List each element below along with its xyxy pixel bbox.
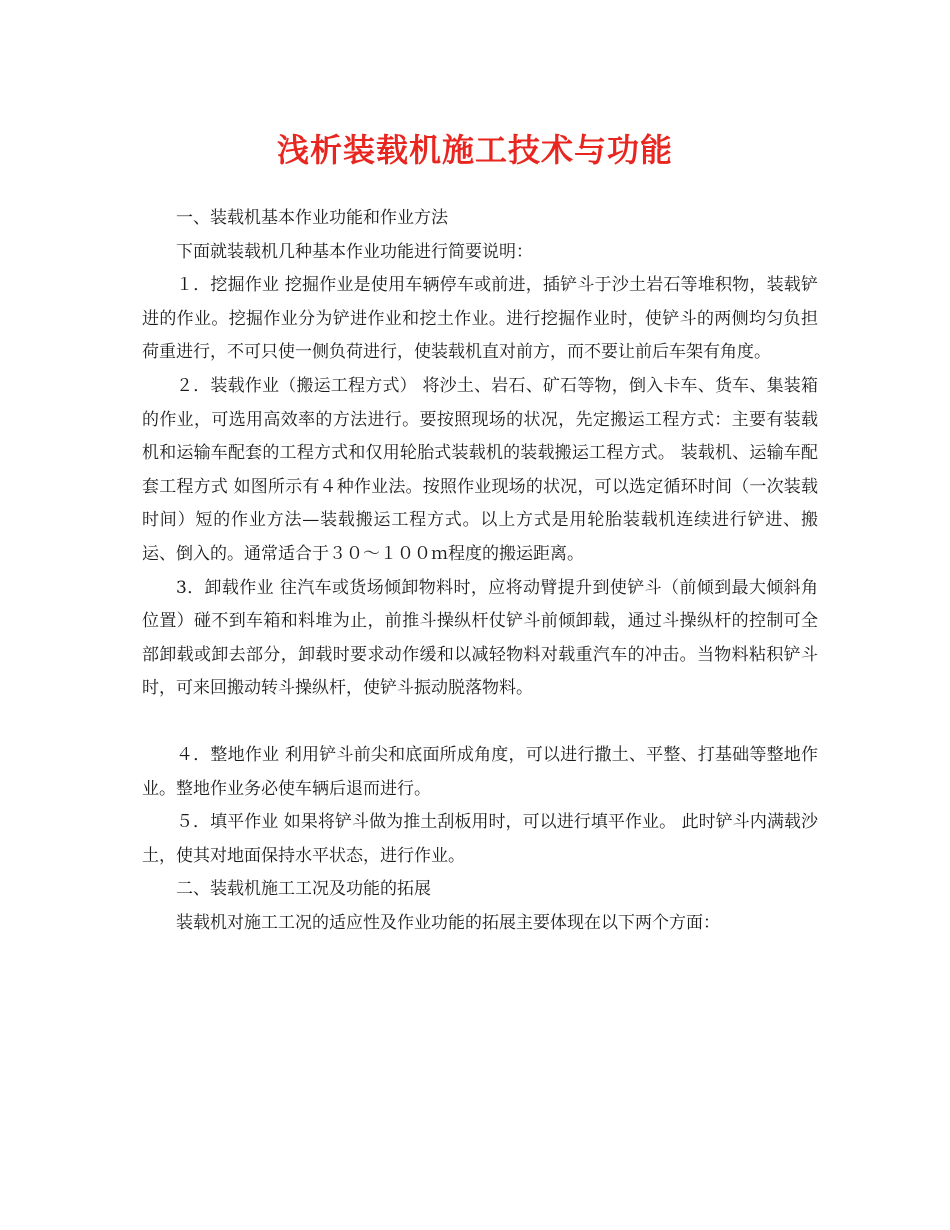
section-heading-2: 二、装载机施工工况及功能的拓展 <box>176 879 431 900</box>
paragraph-filling: ５．填平作业 如果将铲斗做为推土刮板用时，可以进行填平作业。 此时铲斗内满载沙土，使其对地面保持水平状态，进行作业。 <box>142 812 818 866</box>
paragraph-grading: ４．整地作业 利用铲斗前尖和底面所成角度，可以进行撒土、平整、打基础等整地作业。整地作业务必使车辆后退而进行。 <box>142 744 818 799</box>
intro-paragraph: 下面就装载机几种基本作业功能进行简要说明： <box>176 241 533 262</box>
paragraph-loading: ２．装载作业（搬运工程方式） 将沙土、岩石、矿石等物，倒入卡车、货车、集装箱的作业，可选用高效率的方法进行。要按照现场的状况，先定搬运工程方式：主要有装载机和运输车配套的工程方式和仅用轮胎式装载机的装载搬运工程方式。 装载机、运输车配套工程方式 如图所示有４种作业法。按照作业现场的状况，可以选定循环时间（一次装载时间）短的作业方法—装载搬运工程方式。以上方式是用轮胎装载机连续进行铲进、搬运、倒入的。通常适合于３０～１００ｍ程度的搬运距离。 <box>142 375 818 564</box>
paragraph-extension: 装载机对施工工况的适应性及作业功能的拓展主要体现在以下两个方面： <box>176 912 720 933</box>
section-heading-1: 一、装载机基本作业功能和作业方法 <box>176 208 448 228</box>
document-title: 浅析装载机施工技术与功能 <box>276 131 673 169</box>
paragraph-excavation: １．挖掘作业 挖掘作业是使用车辆停车或前进，插铲斗于沙土岩石等堆积物，装载铲进的作业。挖掘作业分为铲进作业和挖土作业。进行挖掘作业时，使铲斗的两侧均匀负担荷重进行，不可只使一侧负荷进行，使装载机直对前方，而不要让前后车架有角度。 <box>142 275 818 363</box>
paragraph-unloading: 3．卸载作业 往汽车或货场倾卸物料时，应将动臂提升到使铲斗（前倾到最大倾斜角位置）碰不到车箱和料堆为止，前推斗操纵杆仗铲斗前倾卸载，通过斗操纵杆的控制可全部卸载或卸去部分，卸载时要求动作缓和以减轻物料对载重汽车的冲击。当物料粘积铲斗时，可来回搬动转斗操纵杆，使铲斗振动脱落物料。 <box>142 577 818 699</box>
document-body <box>142 202 818 940</box>
